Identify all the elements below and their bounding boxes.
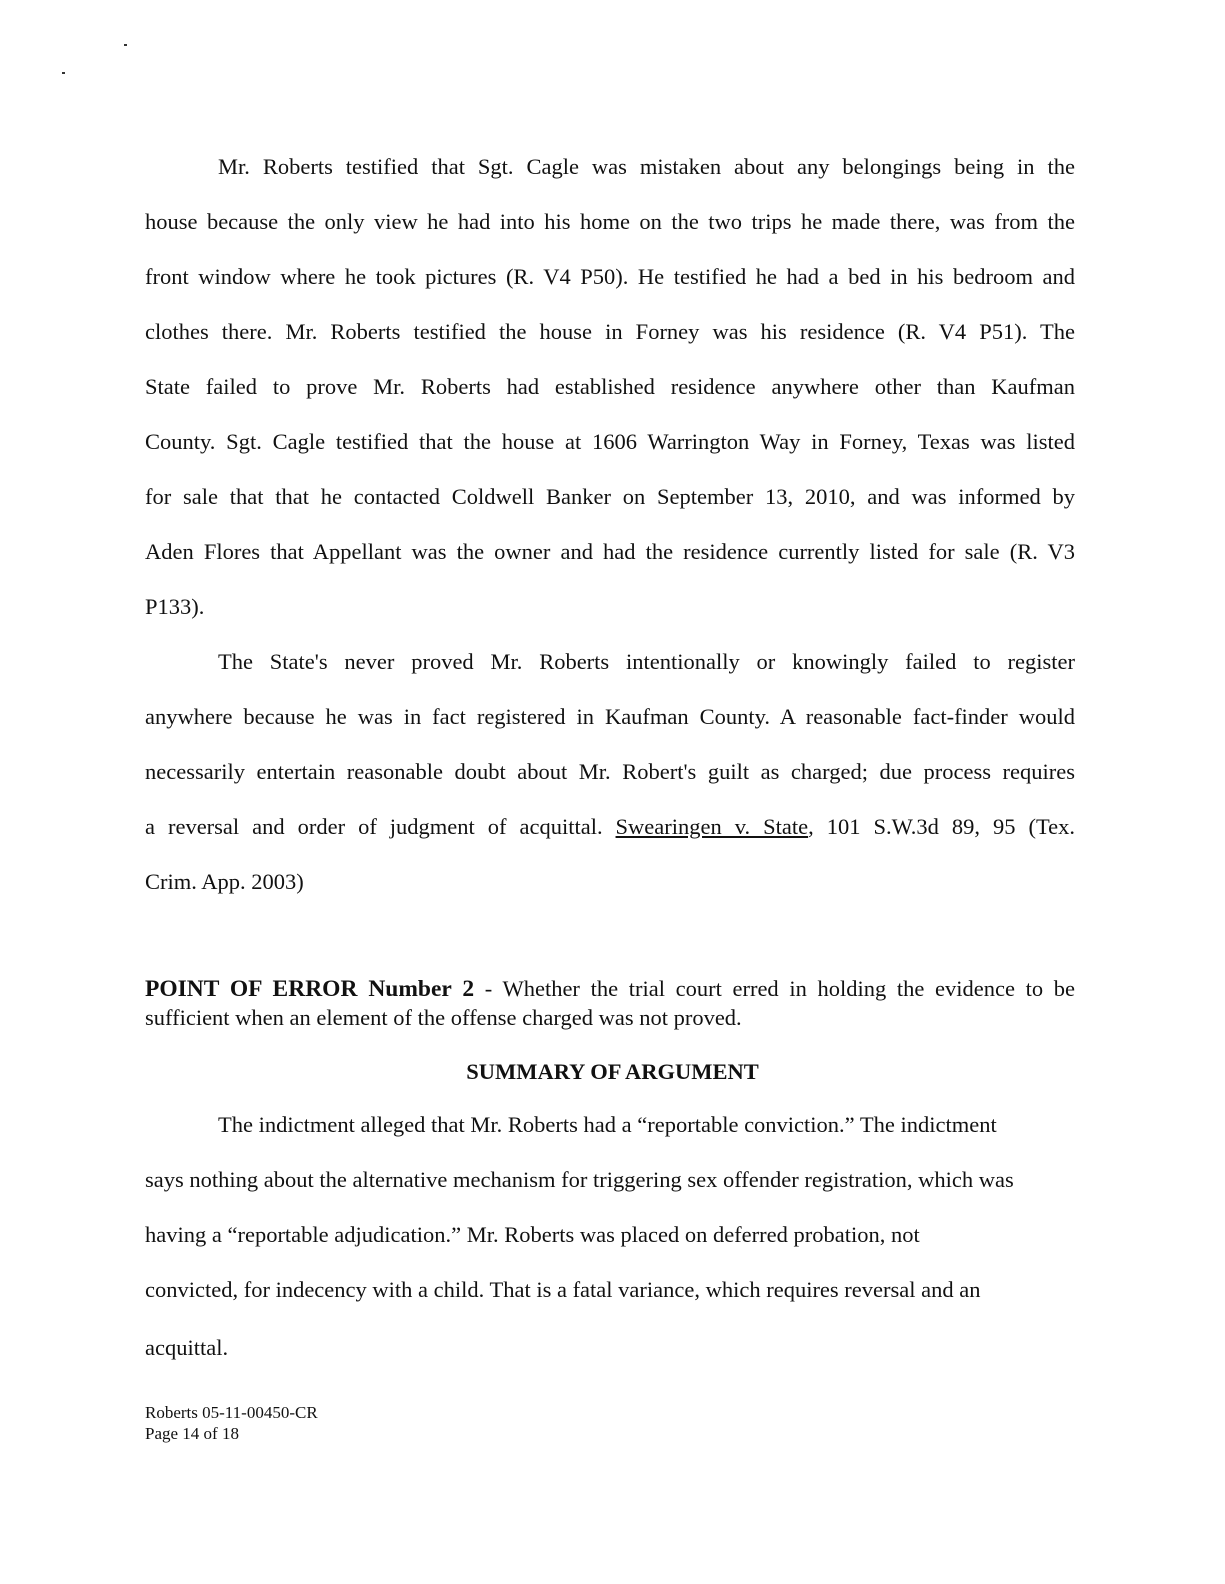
text-line — [145, 814, 1075, 840]
text-line: necessarily entertain reasonable doubt about Mr. Robert's guilt as charged; due process requires — [145, 759, 1075, 784]
text-segment: , 101 S.W.3d 89, 95 (Tex. — [808, 814, 1075, 839]
footer-page-number: Page 14 of 18 — [145, 1424, 239, 1443]
text-line: The State's never proved Mr. Roberts intentionally or knowingly failed to register — [218, 649, 1075, 674]
text-line: clothes there. Mr. Roberts testified the house in Forney was his residence (R. V4 P51). The — [145, 319, 1075, 344]
text-line: says nothing about the alternative mechanism for triggering sex offender registration, which was — [145, 1167, 1014, 1192]
footer-case-number: Roberts 05-11-00450-CR — [145, 1403, 318, 1422]
text-line: anywhere because he was in fact registered in Kaufman County. A reasonable fact-finder would — [145, 704, 1075, 729]
text-line: sufficient when an element of the offense charged was not proved. — [145, 1005, 742, 1030]
text-line: convicted, for indecency with a child. That is a fatal variance, which requires reversal and an — [145, 1277, 981, 1302]
text-line: The indictment alleged that Mr. Roberts had a “reportable conviction.” The indictment — [218, 1112, 997, 1137]
point-of-error-label: POINT OF ERROR Number 2 — [145, 976, 475, 1002]
text-segment: - Whether the trial court erred in holding the evidence to be — [474, 976, 1075, 1001]
text-line: County. Sgt. Cagle testified that the house at 1606 Warrington Way in Forney, Texas was listed — [145, 429, 1075, 454]
text-line: Aden Flores that Appellant was the owner and had the residence currently listed for sale (R. V3 — [145, 539, 1075, 564]
text-line: front window where he took pictures (R. V4 P50). He testified he had a bed in his bedroom and — [145, 264, 1075, 289]
section-heading: SUMMARY OF ARGUMENT — [466, 1059, 759, 1084]
scan-mark — [124, 44, 127, 46]
text-line: Mr. Roberts testified that Sgt. Cagle was mistaken about any belongings being in the — [218, 154, 1075, 179]
text-line: P133). — [145, 594, 205, 619]
scan-mark — [62, 72, 65, 74]
text-line: house because the only view he had into his home on the two trips he made there, was from the — [145, 209, 1075, 234]
text-segment: a reversal and order of judgment of acquittal. — [145, 814, 616, 839]
text-line: acquittal. — [145, 1335, 229, 1360]
text-line: for sale that that he contacted Coldwell Banker on September 13, 2010, and was informed by — [145, 484, 1075, 509]
case-citation: Swearingen v. State — [615, 814, 809, 839]
text-line: having a “reportable adjudication.” Mr. Roberts was placed on deferred probation, not — [145, 1222, 920, 1247]
text-line: State failed to prove Mr. Roberts had established residence anywhere other than Kaufman — [145, 374, 1075, 399]
text-line: Crim. App. 2003) — [145, 869, 304, 894]
text-line — [145, 977, 1075, 1001]
